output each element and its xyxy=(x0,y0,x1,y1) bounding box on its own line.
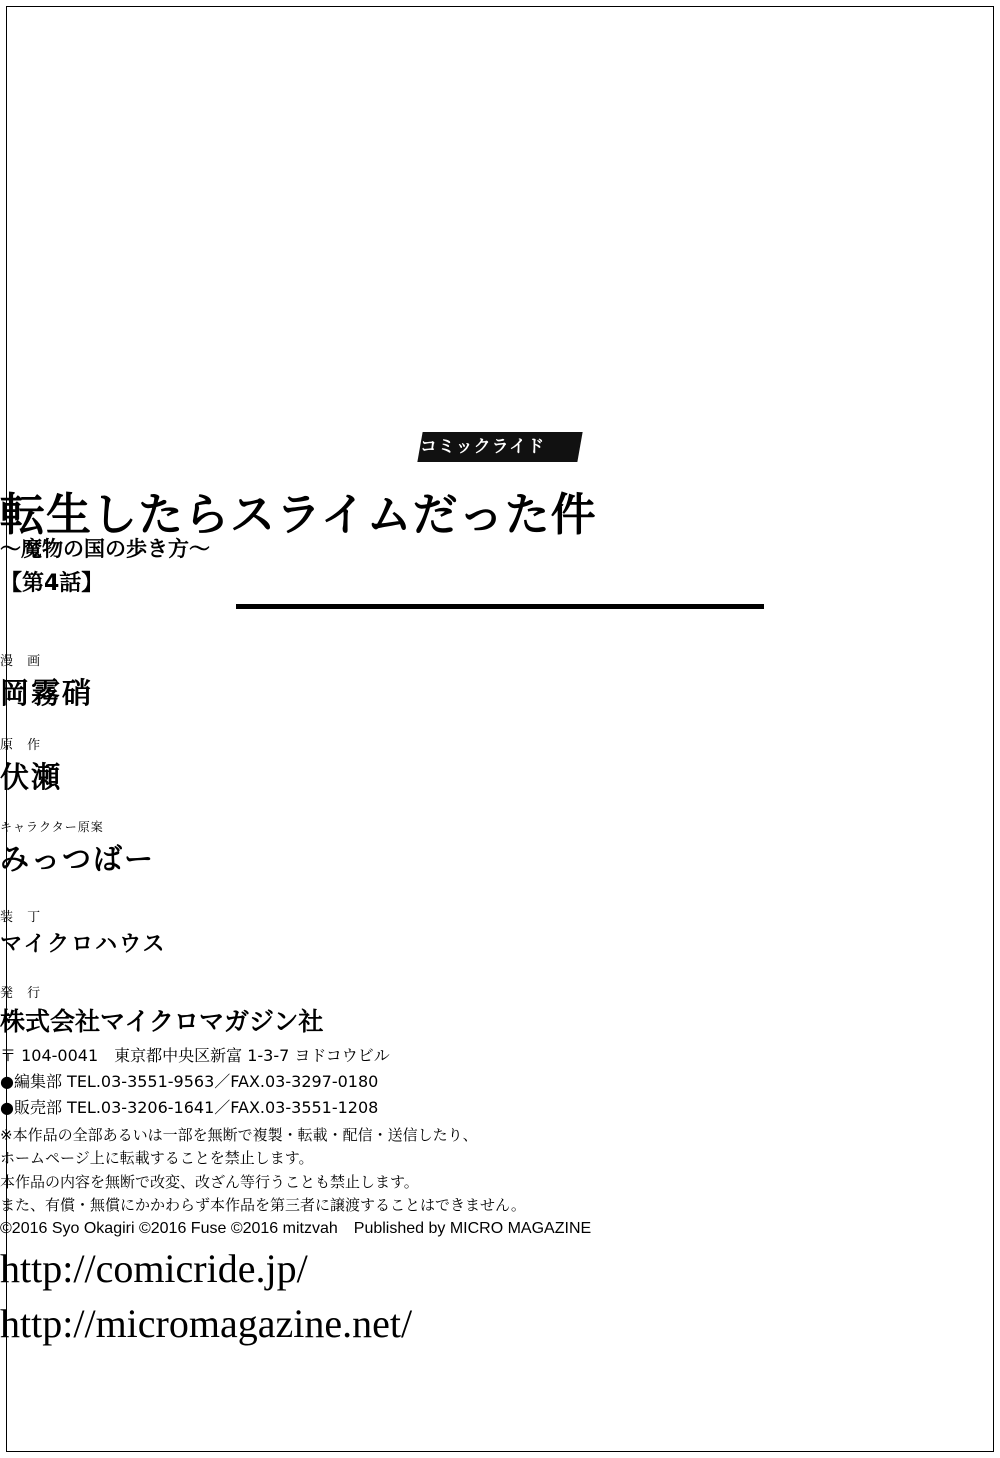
comicride-logo-text: コミックライド xyxy=(420,437,546,457)
publisher-tel-editorial: ●編集部 TEL.03-3551-9563／FAX.03-3297-0180 xyxy=(0,1072,379,1091)
divider xyxy=(236,604,764,609)
legal-notice xyxy=(0,1124,1000,1217)
credit-entry xyxy=(0,734,1000,796)
page-title: 転生したらスライムだった件 xyxy=(0,488,597,541)
publisher-role: 発 行 xyxy=(0,986,46,1001)
comicride-logo xyxy=(417,432,582,462)
credit-entry xyxy=(0,650,1000,712)
episode-number: 【第4話】 xyxy=(0,571,104,596)
credit-name: マイクロハウス xyxy=(0,932,167,957)
publisher-name: 株式会社マイクロマガジン社 xyxy=(0,1007,324,1036)
publisher-address: 〒 104-0041 東京都中央区新富 1-3-7 ヨドコウビル xyxy=(0,1046,390,1065)
legal-notice-line: ホームページ上に転載することを禁止します。 xyxy=(0,1149,314,1168)
legal-notice-line: また、有償・無償にかかわらず本作品を第三者に譲渡することはできません。 xyxy=(0,1195,526,1214)
credit-role: 漫 画 xyxy=(0,654,46,669)
publisher-block xyxy=(0,982,1000,1118)
credit-entry xyxy=(0,906,1000,958)
credit-entry xyxy=(0,818,1000,878)
credit-role: キャラクター原案 xyxy=(0,820,104,834)
credit-name: 岡霧硝 xyxy=(0,676,94,710)
comicride-url[interactable]: http://comicride.jp/ xyxy=(0,1246,308,1291)
copyright-line: ©2016 Syo Okagiri ©2016 Fuse ©2016 mitzvah Published by MICRO MAGAZINE xyxy=(0,1220,592,1237)
credit-role: 原 作 xyxy=(0,738,46,753)
micromagazine-url[interactable]: http://micromagazine.net/ xyxy=(0,1301,413,1346)
page-subtitle: ～魔物の国の歩き方～ xyxy=(0,537,210,561)
legal-notice-line: 本作品の内容を無断で改変、改ざん等行うことも禁止します。 xyxy=(0,1172,419,1191)
legal-notice-line: ※本作品の全部あるいは一部を無断で複製・転載・配信・送信したり、 xyxy=(0,1126,478,1144)
credit-role: 装 丁 xyxy=(0,910,46,925)
credit-name: 伏瀬 xyxy=(0,760,63,794)
publisher-tel-sales: ●販売部 TEL.03-3206-1641／FAX.03-3551-1208 xyxy=(0,1098,379,1117)
credit-name: みっつばー xyxy=(0,842,156,876)
